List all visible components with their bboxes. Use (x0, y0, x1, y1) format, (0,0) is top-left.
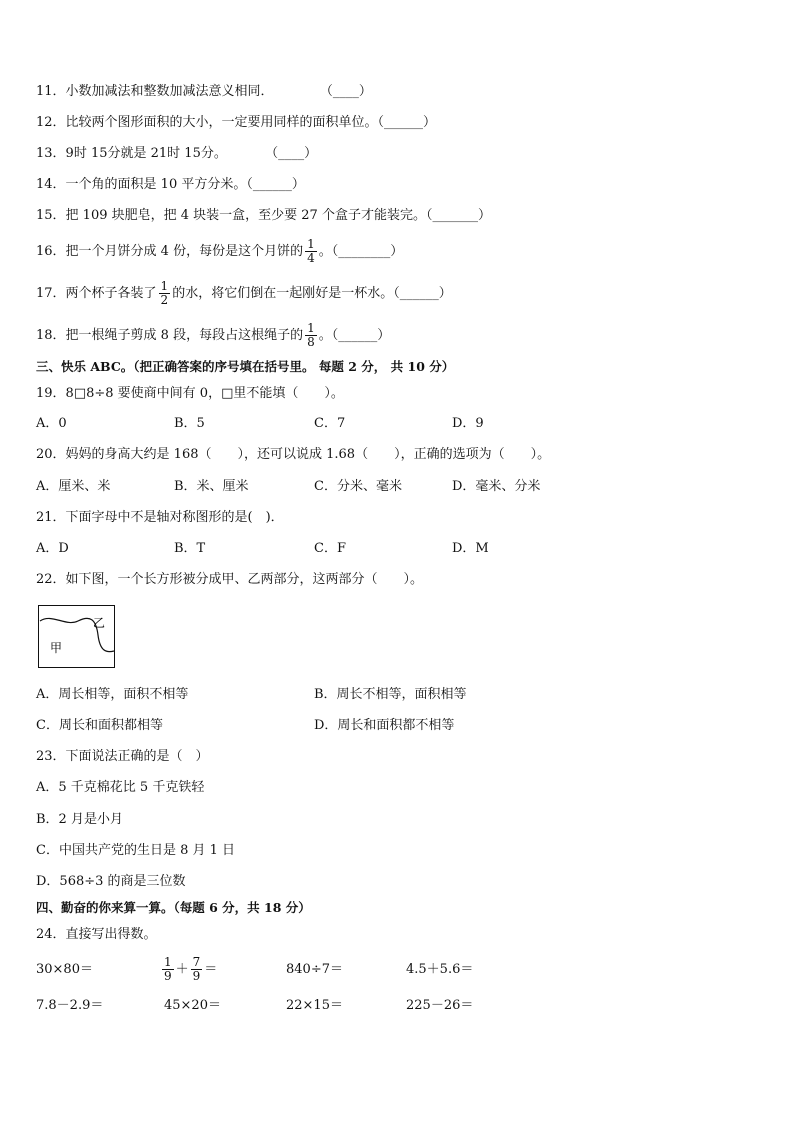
answer-blank[interactable]: （____） (265, 146, 318, 161)
question-12 (36, 114, 436, 132)
option-a[interactable]: A．D (36, 541, 69, 556)
option-b[interactable]: B．周长不相等，面积相等 (314, 687, 467, 702)
option-d[interactable]: D．568÷3 的商是三位数 (36, 874, 186, 889)
question-text: 18．把一根绳子剪成 8 段，每段占这根绳子的 (36, 328, 304, 343)
answer-blank[interactable]: （_______） (425, 208, 491, 223)
question-text: 11．小数加减法和整数加减法意义相同． (36, 84, 274, 99)
question-20-stem: 20．妈妈的身高大约是 168（ ），还可以说成 1.68（ ），正确的选项为（ ）。 (36, 447, 551, 462)
question-text: 15．把 109 块肥皂，把 4 块装一盒，至少要 27 个盒子才能装完。 (36, 208, 426, 223)
option-a[interactable]: A．5 千克棉花比 5 千克铁轻 (36, 780, 205, 795)
option-d[interactable]: D．周长和面积都不相等 (314, 718, 455, 733)
calc-item: 45×20＝ (164, 998, 221, 1013)
fraction: $\frac{1}{8}$ (307, 321, 315, 349)
answer-blank[interactable]: （______） (246, 177, 305, 192)
calc-item: 4.5＋5.6＝ (406, 962, 474, 977)
question-17: 17．两个杯子各装了 $\frac{1}{2}$ 的水，将它们倒在一起刚好是一杯水。（______） (36, 279, 452, 307)
calc-item: 840÷7＝ (286, 962, 343, 977)
section-heading-3: 三、快乐 ABC。（把正确答案的序号填在括号里。 每题 2 分， 共 10 分） (36, 359, 455, 374)
fraction: $\frac{7}{9}$ (192, 955, 201, 983)
option-b[interactable]: B．2 月是小月 (36, 812, 123, 827)
question-text: 14．一个角的面积是 10 平方分米。 (36, 177, 247, 192)
answer-blank[interactable]: （______） (377, 115, 437, 130)
option-a[interactable]: A．0 (36, 416, 67, 431)
question-16: 16．把一个月饼分成 4 份，每份是这个月饼的 $\frac{1}{4}$ 。（________） (36, 237, 404, 265)
option-d[interactable]: D．9 (452, 416, 484, 431)
question-15 (36, 207, 491, 225)
option-c[interactable]: C．周长和面积都相等 (36, 718, 163, 733)
question-23-stem: 23．下面说法正确的是（ ） (36, 749, 209, 764)
fraction: $\frac{1}{9}$ (164, 955, 172, 983)
fraction: $\frac{1}{4}$ (307, 237, 315, 265)
question-text: 16．把一个月饼分成 4 份，每份是这个月饼的 (36, 244, 304, 259)
question-14 (36, 176, 305, 194)
fraction: $\frac{1}{2}$ (160, 279, 169, 307)
option-c[interactable]: C．7 (314, 416, 346, 431)
option-c[interactable]: C．F (314, 541, 346, 556)
question-11 (36, 83, 372, 101)
calc-item: 225－26＝ (406, 998, 474, 1013)
question-22-stem: 22．如下图，一个长方形被分成甲、乙两部分，这两部分（ ）。 (36, 572, 424, 587)
option-b[interactable]: B．米、厘米 (174, 479, 249, 494)
option-d[interactable]: D．M (452, 541, 489, 556)
answer-blank[interactable]: （____） (319, 84, 372, 99)
answer-blank[interactable]: （______） (393, 286, 452, 301)
calc-item-fraction: $\frac{1}{9}$ ＋ $\frac{7}{9}$ ＝ (164, 955, 218, 983)
option-b[interactable]: B．T (174, 541, 206, 556)
question-text: 17．两个杯子各装了 (36, 286, 157, 301)
option-c[interactable]: C．中国共产党的生日是 8 月 1 日 (36, 843, 236, 858)
question-24-stem: 24．直接写出得数。 (36, 927, 157, 942)
question-text: 12．比较两个图形面积的大小，一定要用同样的面积单位。 (36, 115, 378, 130)
calc-item: 7.8－2.9＝ (36, 998, 104, 1013)
label-yi: 乙 (93, 616, 106, 630)
answer-blank[interactable]: （________） (331, 244, 404, 259)
question-13 (36, 145, 317, 163)
calc-item: 22×15＝ (286, 998, 343, 1013)
option-d[interactable]: D．毫米、分米 (452, 479, 541, 494)
option-a[interactable]: A．厘米、米 (36, 479, 111, 494)
option-a[interactable]: A．周长相等，面积不相等 (36, 687, 189, 702)
section-heading-4: 四、勤奋的你来算一算。（每题 6 分，共 18 分） (36, 900, 311, 915)
rectangle-figure (38, 605, 116, 669)
question-text: 13．9时 15分就是 21时 15分。 (36, 146, 227, 161)
question-21-stem: 21．下面字母中不是轴对称图形的是( )． (36, 510, 284, 525)
question-18: 18．把一根绳子剪成 8 段，每段占这根绳子的 $\frac{1}{8}$ 。（______） (36, 321, 391, 349)
option-b[interactable]: B．5 (174, 416, 205, 431)
option-c[interactable]: C．分米、毫米 (314, 479, 402, 494)
question-19-stem: 19．8□8÷8 要使商中间有 0，□里不能填（ ）。 (36, 386, 344, 401)
label-jia: 甲 (50, 641, 63, 655)
answer-blank[interactable]: （______） (331, 328, 391, 343)
calc-item: 30×80＝ (36, 962, 93, 977)
